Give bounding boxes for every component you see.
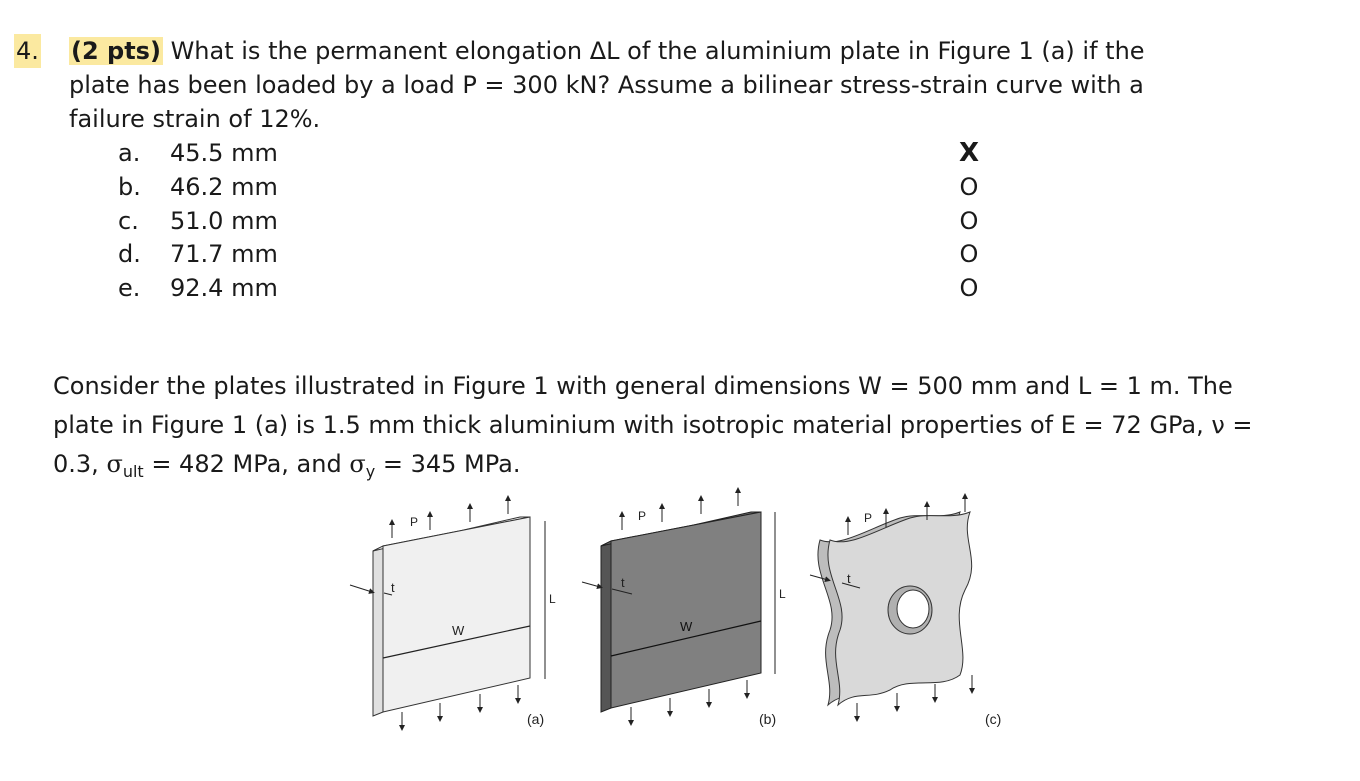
plate-a-p-label: P: [410, 515, 419, 529]
option-a-mark[interactable]: X: [958, 138, 980, 168]
option-a-text: 45.5 mm: [170, 139, 278, 167]
question-line-2: plate has been loaded by a load P = 300 kN? Assume a bilinear stress-strain curve with a: [69, 71, 1144, 99]
option-b-letter: b.: [118, 173, 141, 201]
plate-a-caption: (a): [527, 711, 545, 727]
option-b-mark[interactable]: O: [959, 173, 979, 201]
question-line-3: failure strain of 12%.: [69, 105, 321, 133]
option-b-text: 46.2 mm: [170, 173, 278, 201]
question-text-1: What is the permanent elongation ΔL of the aluminium plate in Figure 1 (a) if the: [170, 37, 1145, 65]
option-c-mark[interactable]: O: [959, 207, 979, 235]
option-d-letter: d.: [118, 240, 141, 268]
option-e-mark[interactable]: O: [959, 274, 979, 302]
context-line-1: Consider the plates illustrated in Figure 1 with general dimensions W = 500 mm and L = 1 m. The: [53, 372, 1233, 400]
plate-b-caption: (b): [759, 711, 777, 727]
option-a-letter: a.: [118, 139, 141, 167]
option-c-letter: c.: [118, 207, 139, 235]
context-line-3: 0.3, $\sigma_{ult} = 482$ MPa, and $\sigma_y = 345$ MPa.: [53, 450, 521, 481]
sigma-ult-symbol: σ: [106, 450, 123, 478]
plate-a-w-label: W: [452, 623, 465, 638]
option-e-text: 92.4 mm: [170, 274, 278, 302]
plate-b-t-label: t: [621, 575, 625, 590]
plate-b-p-label: P: [638, 509, 647, 523]
plate-c-caption: (c): [985, 711, 1002, 727]
plate-a: [350, 498, 545, 728]
plate-c: [810, 496, 972, 719]
option-d-mark[interactable]: O: [959, 240, 979, 268]
context-line-2: plate in Figure 1 (a) is 1.5 mm thick aluminium with isotropic material properties of E = 72 GPa, ν =: [53, 411, 1253, 439]
plate-b-l-label: L: [779, 587, 786, 601]
plate-a-l-label: L: [549, 592, 556, 606]
plate-c-t-label: t: [847, 571, 851, 586]
plate-a-t-label: t: [391, 580, 395, 595]
plate-b: [582, 490, 775, 723]
option-d-text: 71.7 mm: [170, 240, 278, 268]
question-points: (2 pts): [71, 37, 161, 65]
sigma-y-symbol: σ: [349, 450, 366, 478]
plate-b-w-label: W: [680, 619, 693, 634]
question-number: 4.: [14, 34, 41, 68]
option-c-text: 51.0 mm: [170, 207, 278, 235]
option-e-letter: e.: [118, 274, 141, 302]
plate-c-p-label: P: [864, 511, 873, 525]
